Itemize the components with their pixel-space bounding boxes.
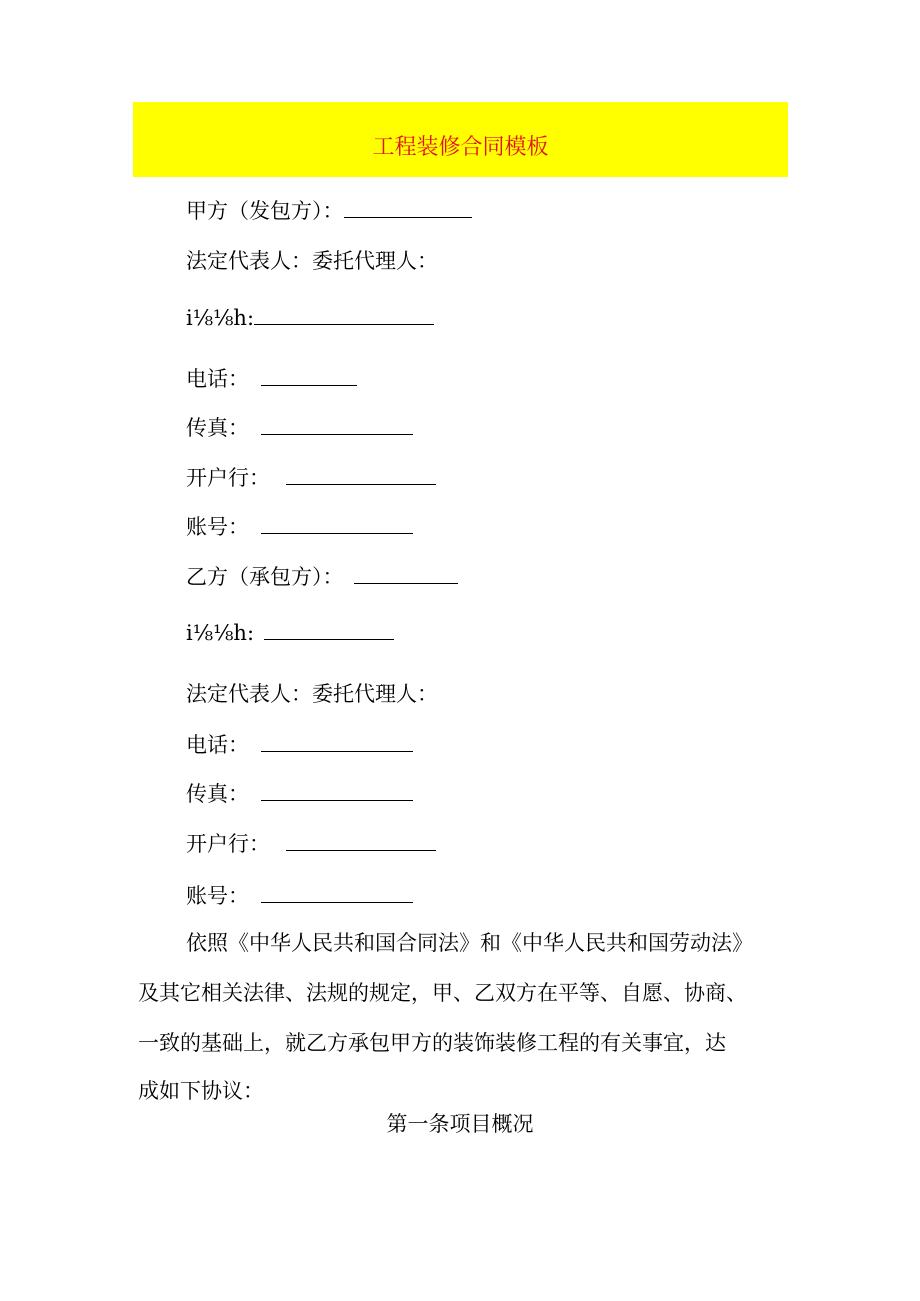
party-b-address-label: i⅛⅛h: bbox=[186, 621, 255, 645]
party-b-fax-label: 传真： bbox=[186, 782, 249, 806]
party-b-fax-blank[interactable] bbox=[261, 778, 413, 801]
party-b-phone-blank[interactable] bbox=[261, 729, 413, 752]
party-b-account-row bbox=[186, 880, 413, 911]
party-b-name-row bbox=[186, 561, 458, 592]
party-a-fax-row bbox=[186, 412, 413, 443]
party-b-address-blank[interactable] bbox=[264, 617, 394, 640]
party-b-address-row bbox=[186, 617, 394, 648]
party-a-phone-row bbox=[186, 363, 357, 394]
preamble-line-4: 成如下协议： bbox=[138, 1079, 264, 1103]
party-a-address-row bbox=[186, 302, 434, 333]
party-a-fax-label: 传真： bbox=[186, 416, 249, 440]
party-a-bank-blank[interactable] bbox=[286, 462, 436, 485]
document-title: 工程装修合同模板 bbox=[372, 135, 549, 160]
party-a-account-label: 账号： bbox=[186, 515, 249, 539]
party-a-name-row bbox=[186, 195, 472, 226]
article-1-heading: 第一条项目概况 bbox=[386, 1112, 534, 1136]
party-b-account-label: 账号： bbox=[186, 884, 249, 908]
party-b-bank-label: 开户行： bbox=[186, 832, 270, 856]
party-a-name-label: 甲方（发包方）： bbox=[186, 199, 344, 223]
party-a-address-label: i⅛⅛h: bbox=[186, 306, 255, 330]
party-b-account-blank[interactable] bbox=[261, 880, 413, 903]
preamble-line-1: 依照《中华人民共和国合同法》和《中华人民共和国劳动法》 bbox=[186, 931, 753, 955]
party-b-rep-row bbox=[186, 679, 438, 709]
party-a-phone-label: 电话： bbox=[186, 367, 249, 391]
title-band bbox=[133, 102, 788, 177]
party-a-rep-label: 法定代表人：委托代理人： bbox=[186, 249, 438, 273]
party-a-bank-label: 开户行： bbox=[186, 466, 270, 490]
party-a-phone-blank[interactable] bbox=[261, 363, 357, 386]
party-b-fax-row bbox=[186, 778, 413, 809]
party-b-name-label: 乙方（承包方）： bbox=[186, 565, 344, 589]
party-b-name-blank[interactable] bbox=[354, 561, 458, 584]
party-a-rep-row bbox=[186, 246, 438, 276]
party-b-rep-label: 法定代表人：委托代理人： bbox=[186, 682, 438, 706]
party-a-bank-row bbox=[186, 462, 436, 493]
party-a-name-blank[interactable] bbox=[344, 195, 472, 218]
preamble-line-3: 一致的基础上，就乙方承包甲方的装饰装修工程的有关事宜，达 bbox=[138, 1031, 726, 1055]
party-a-account-blank[interactable] bbox=[261, 511, 413, 534]
party-b-phone-row bbox=[186, 729, 413, 760]
party-b-bank-blank[interactable] bbox=[286, 828, 436, 851]
preamble-line-2: 及其它相关法律、法规的规定，甲、乙双方在平等、自愿、协商、 bbox=[138, 981, 747, 1005]
party-a-fax-blank[interactable] bbox=[261, 412, 413, 435]
party-b-phone-label: 电话： bbox=[186, 733, 249, 757]
party-a-account-row bbox=[186, 511, 413, 542]
party-b-bank-row bbox=[186, 828, 436, 859]
party-a-address-blank[interactable] bbox=[254, 302, 434, 325]
